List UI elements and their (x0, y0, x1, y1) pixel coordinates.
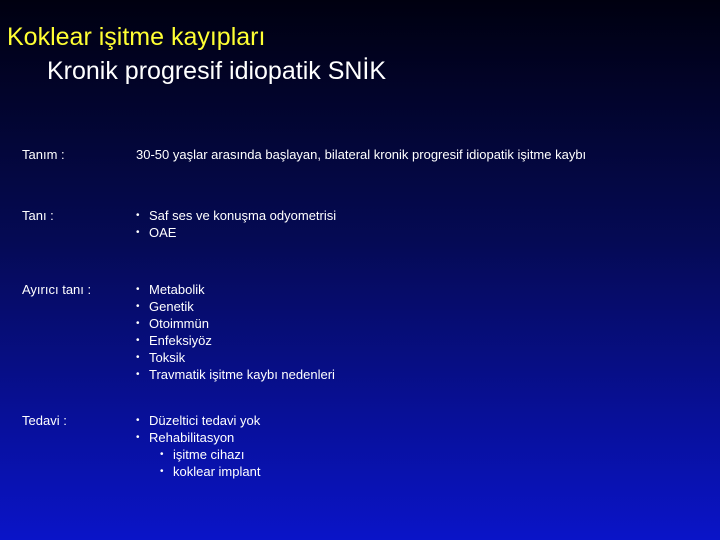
slide-subtitle: Kronik progresif idiopatik SNİK (47, 57, 387, 85)
treatment-content (136, 412, 260, 480)
list-item: • OAE (136, 224, 336, 241)
diagnosis-label: Tanı : (22, 208, 54, 223)
list-item: • Saf ses ve konuşma odyometrisi (136, 207, 336, 224)
list-item: • Toksik (136, 349, 335, 366)
list-item: • Rehabilitasyon (136, 429, 260, 446)
sub-list-item: • koklear implant (160, 463, 260, 480)
differential-diagnosis-label: Ayırıcı tanı : (22, 282, 92, 297)
list-item: • Düzeltici tedavi yok (136, 412, 260, 429)
list-item: • Enfeksiyöz (136, 332, 335, 349)
sub-list-item: • işitme cihazı (160, 446, 260, 463)
differential-diagnosis-list (136, 281, 335, 383)
rehabilitation-sublist (136, 446, 260, 480)
diagnosis-list (136, 207, 336, 241)
treatment-list (136, 412, 260, 446)
definition-label: Tanım : (22, 147, 65, 162)
definition-text: 30-50 yaşlar arasında başlayan, bilateral kronik progresif idiopatik işitme kaybı (136, 147, 587, 162)
list-item: • Genetik (136, 298, 335, 315)
slide-title: Koklear işitme kayıpları (7, 23, 266, 51)
list-item: • Metabolik (136, 281, 335, 298)
treatment-label: Tedavi : (22, 413, 67, 428)
list-item: • Otoimmün (136, 315, 335, 332)
list-item: • Travmatik işitme kaybı nedenleri (136, 366, 335, 383)
